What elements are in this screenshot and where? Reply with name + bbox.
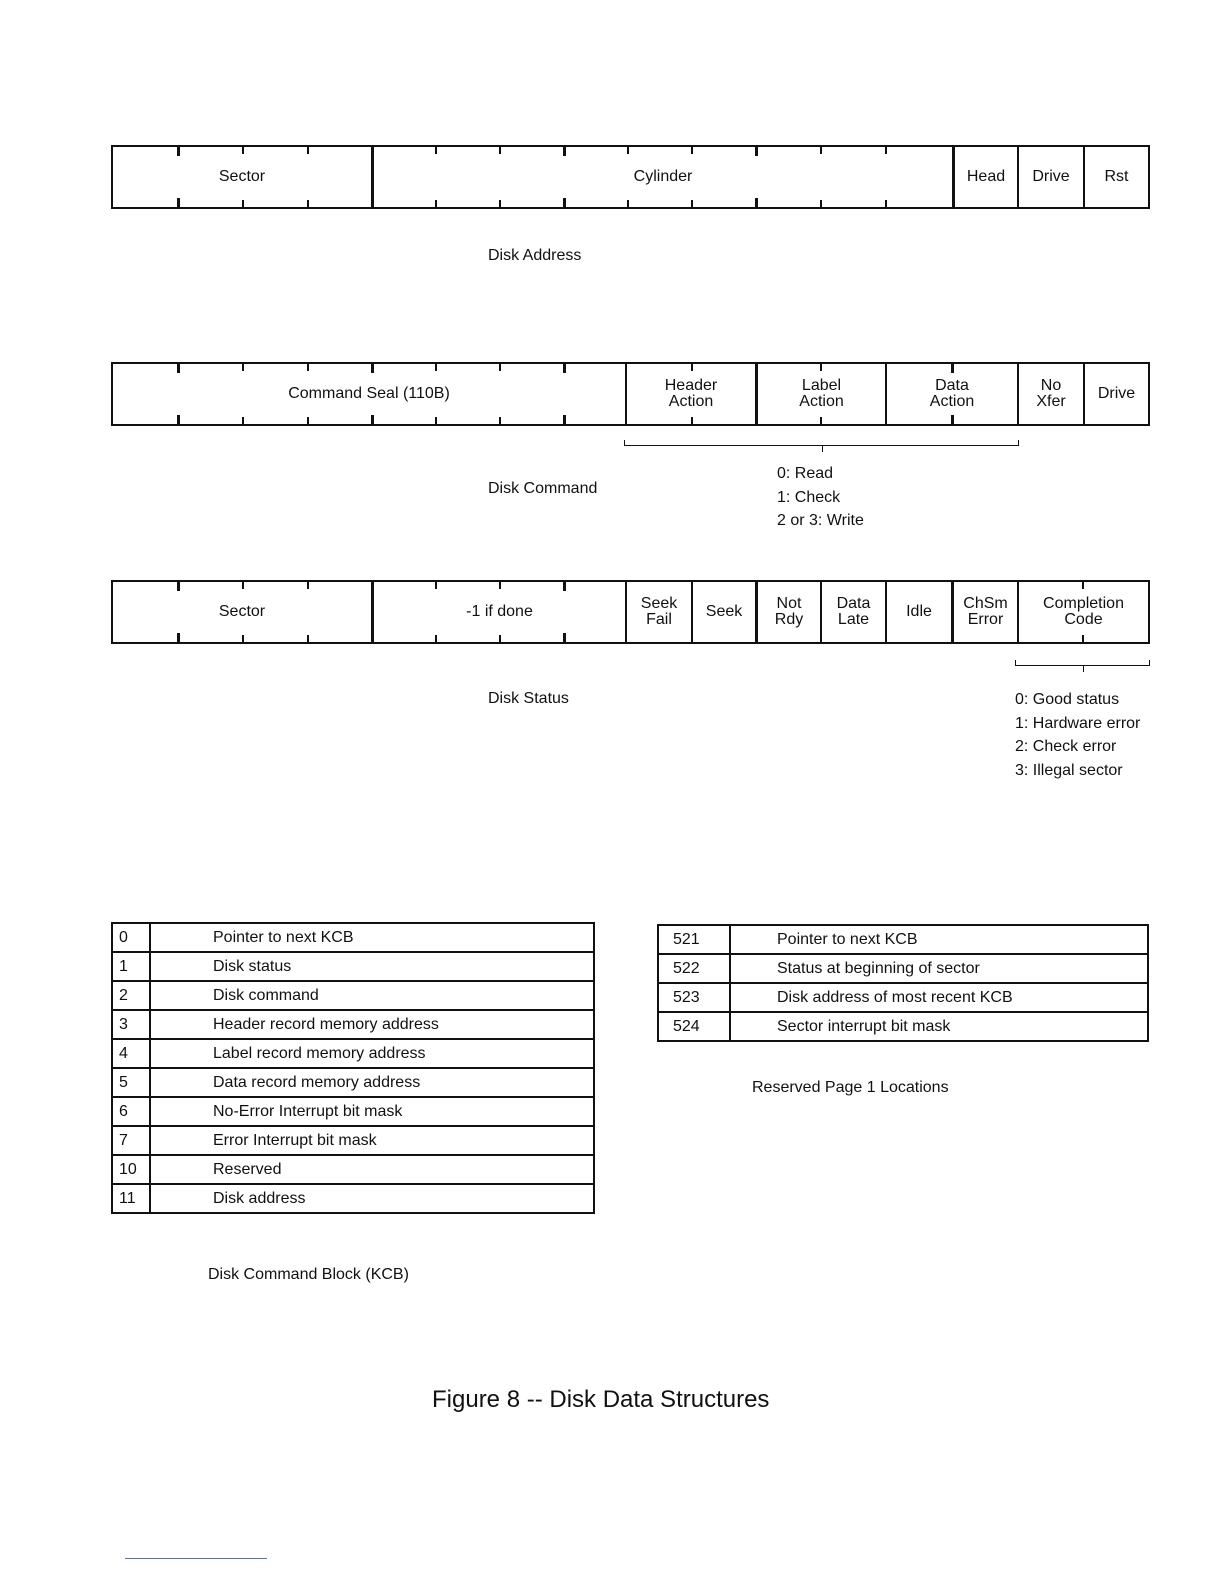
bit-tick xyxy=(691,364,693,371)
table-row xyxy=(112,952,594,981)
bit-tick xyxy=(371,415,374,424)
bit-tick xyxy=(691,147,693,154)
field-seek-fail xyxy=(625,582,691,642)
bracket-stem xyxy=(822,445,824,452)
field-drive xyxy=(1083,364,1148,424)
figure-title: Figure 8 -- Disk Data Structures xyxy=(432,1386,770,1413)
field-data-late-label-1: Data xyxy=(836,595,871,612)
kcb-caption: Disk Command Block (KCB) xyxy=(208,1266,409,1283)
bit-tick xyxy=(885,147,887,154)
field-data-late-label-2: Late xyxy=(837,611,870,628)
field-not-rdy-label-2: Rdy xyxy=(774,611,804,628)
field-drive-label: Drive xyxy=(1032,168,1070,185)
reserved-offset: 524 xyxy=(658,1012,730,1041)
bit-tick xyxy=(177,147,180,156)
field-data-late xyxy=(820,582,885,642)
field-idle-label: Idle xyxy=(906,603,932,620)
action-code: 0: Read xyxy=(777,465,834,482)
reserved-offset: 523 xyxy=(658,983,730,1012)
kcb-offset: 0 xyxy=(112,923,150,952)
bit-tick xyxy=(242,417,244,424)
table-row xyxy=(112,1155,594,1184)
kcb-offset: 1 xyxy=(112,952,150,981)
table-row xyxy=(658,954,1148,983)
bit-tick xyxy=(307,364,309,371)
field-header-action-label-2: Action xyxy=(668,393,714,410)
reserved-offset: 522 xyxy=(658,954,730,983)
bracket-stem xyxy=(1083,665,1085,672)
bit-tick xyxy=(177,364,180,373)
bit-tick xyxy=(563,364,566,373)
bit-tick xyxy=(435,635,437,642)
field-label-action-label-1: Label xyxy=(801,377,842,394)
bit-tick xyxy=(307,635,309,642)
kcb-desc: Error Interrupt bit mask xyxy=(150,1126,594,1155)
action-codes-legend xyxy=(777,462,864,533)
field-not-rdy-label-1: Not xyxy=(776,595,802,612)
field-sector xyxy=(113,582,371,642)
bit-tick xyxy=(499,200,501,207)
table-row xyxy=(112,1039,594,1068)
kcb-offset: 7 xyxy=(112,1126,150,1155)
table-row xyxy=(112,1126,594,1155)
table-row xyxy=(112,923,594,952)
kcb-desc: No-Error Interrupt bit mask xyxy=(150,1097,594,1126)
disk-address-register xyxy=(111,145,1150,209)
kcb-desc: Reserved xyxy=(150,1155,594,1184)
bit-tick xyxy=(435,147,437,154)
field-label-action-label-2: Action xyxy=(799,393,844,410)
bit-tick xyxy=(1082,635,1084,642)
bit-tick xyxy=(499,147,501,154)
table-row xyxy=(112,1010,594,1039)
bit-tick xyxy=(307,147,309,154)
field-seek-fail-label-1: Seek xyxy=(640,595,678,612)
kcb-offset: 5 xyxy=(112,1068,150,1097)
kcb-offset: 2 xyxy=(112,981,150,1010)
bit-tick xyxy=(563,147,566,156)
field-head xyxy=(952,147,1017,207)
field-data-action-label-1: Data xyxy=(935,377,969,394)
bit-tick xyxy=(177,415,180,424)
field-chsm-error-label-1: ChSm xyxy=(963,595,1008,612)
reserved-locations-table xyxy=(657,924,1149,1042)
bit-tick xyxy=(755,147,758,156)
kcb-desc: Disk address xyxy=(150,1184,594,1213)
field-header-action-label-1: Header xyxy=(664,377,718,394)
field-completion-code xyxy=(1017,582,1148,642)
field-sector xyxy=(113,147,371,207)
field-rst-label: Rst xyxy=(1104,168,1129,185)
kcb-desc: Disk status xyxy=(150,952,594,981)
kcb-desc: Data record memory address xyxy=(150,1068,594,1097)
bit-tick xyxy=(691,200,693,207)
completion-codes-legend xyxy=(1015,688,1140,782)
bit-tick xyxy=(177,633,180,642)
bit-tick xyxy=(563,198,566,207)
table-row xyxy=(112,1097,594,1126)
bit-tick xyxy=(242,364,244,371)
bit-tick xyxy=(242,200,244,207)
bit-tick xyxy=(242,147,244,154)
kcb-offset: 11 xyxy=(112,1184,150,1213)
bit-tick xyxy=(435,417,437,424)
disk-status-caption: Disk Status xyxy=(488,690,569,707)
completion-code: 1: Hardware error xyxy=(1015,714,1141,732)
kcb-desc: Disk command xyxy=(150,981,594,1010)
action-code: 2 or 3: Write xyxy=(777,512,864,529)
table-row xyxy=(658,1012,1148,1041)
field-idle xyxy=(885,582,951,642)
table-row xyxy=(658,925,1148,954)
field-header-action xyxy=(625,364,755,424)
field-seek-label: Seek xyxy=(705,603,743,620)
disk-address-caption: Disk Address xyxy=(488,247,582,264)
bit-tick xyxy=(1082,582,1084,589)
field-sector-label: Sector xyxy=(218,603,266,620)
field-rst xyxy=(1083,147,1148,207)
bit-tick xyxy=(435,582,437,589)
kcb-desc: Pointer to next KCB xyxy=(150,923,594,952)
bit-tick xyxy=(563,415,566,424)
table-row xyxy=(658,983,1148,1012)
kcb-desc: Label record memory address xyxy=(150,1039,594,1068)
field-done xyxy=(371,582,625,642)
bit-tick xyxy=(371,364,374,373)
kcb-offset: 10 xyxy=(112,1155,150,1184)
bit-tick xyxy=(563,633,566,642)
field-not-rdy xyxy=(755,582,820,642)
reserved-desc: Pointer to next KCB xyxy=(730,925,1148,954)
bit-tick xyxy=(820,417,822,424)
field-no-xfer-label-1: No xyxy=(1040,377,1062,394)
bit-tick xyxy=(885,200,887,207)
bit-tick xyxy=(820,364,822,371)
bit-tick xyxy=(563,582,566,591)
table-row xyxy=(112,981,594,1010)
field-sector-label: Sector xyxy=(218,168,266,185)
bit-tick xyxy=(951,364,954,373)
table-row xyxy=(112,1184,594,1213)
field-label-action xyxy=(755,364,885,424)
bit-tick xyxy=(627,200,629,207)
field-drive-label: Drive xyxy=(1097,385,1136,402)
reserved-desc: Sector interrupt bit mask xyxy=(730,1012,1148,1041)
action-codes-bracket xyxy=(624,440,1019,446)
field-cylinder xyxy=(371,147,952,207)
field-done-label: -1 if done xyxy=(466,603,533,620)
bit-tick xyxy=(820,200,822,207)
footer-rule xyxy=(125,1558,267,1559)
bit-tick xyxy=(499,582,501,589)
bit-tick xyxy=(499,364,501,371)
bit-tick xyxy=(177,198,180,207)
field-cylinder-label: Cylinder xyxy=(633,168,693,185)
bit-tick xyxy=(435,364,437,371)
bit-tick xyxy=(499,417,501,424)
reserved-desc: Disk address of most recent KCB xyxy=(730,983,1148,1012)
bit-tick xyxy=(820,147,822,154)
reserved-caption: Reserved Page 1 Locations xyxy=(752,1079,949,1096)
field-data-action-label-2: Action xyxy=(929,393,975,410)
bit-tick xyxy=(307,417,309,424)
disk-command-caption: Disk Command xyxy=(488,480,598,497)
kcb-offset: 4 xyxy=(112,1039,150,1068)
bit-tick xyxy=(307,200,309,207)
field-drive xyxy=(1017,147,1083,207)
bit-tick xyxy=(177,582,180,591)
field-chsm-error xyxy=(951,582,1017,642)
kcb-desc: Header record memory address xyxy=(150,1010,594,1039)
bit-tick xyxy=(242,582,244,589)
bit-tick xyxy=(435,200,437,207)
table-row xyxy=(112,1068,594,1097)
kcb-offset: 6 xyxy=(112,1097,150,1126)
reserved-offset: 521 xyxy=(658,925,730,954)
kcb-offset: 3 xyxy=(112,1010,150,1039)
bit-tick xyxy=(242,635,244,642)
kcb-table xyxy=(111,922,595,1214)
disk-status-register xyxy=(111,580,1150,644)
bit-tick xyxy=(627,147,629,154)
action-code: 1: Check xyxy=(777,488,841,506)
field-no-xfer-label-2: Xfer xyxy=(1036,393,1066,410)
completion-code: 0: Good status xyxy=(1015,691,1120,708)
field-seek xyxy=(691,582,755,642)
field-command-seal xyxy=(113,364,625,424)
field-seek-fail-label-2: Fail xyxy=(646,611,672,628)
disk-command-register xyxy=(111,362,1150,426)
field-completion-code-label-1: Completion xyxy=(1043,595,1124,612)
field-completion-code-label-2: Code xyxy=(1064,611,1103,628)
field-no-xfer xyxy=(1017,364,1083,424)
bit-tick xyxy=(951,415,954,424)
reserved-desc: Status at beginning of sector xyxy=(730,954,1148,983)
bit-tick xyxy=(755,198,758,207)
field-command-seal-label: Command Seal (110B) xyxy=(288,385,450,402)
bit-tick xyxy=(307,582,309,589)
completion-codes-bracket xyxy=(1015,660,1150,666)
bit-tick xyxy=(499,635,501,642)
field-chsm-error-label-2: Error xyxy=(967,611,1004,628)
field-head-label: Head xyxy=(966,168,1006,185)
completion-code: 3: Illegal sector xyxy=(1015,761,1123,779)
completion-code: 2: Check error xyxy=(1015,738,1117,755)
bit-tick xyxy=(691,417,693,424)
